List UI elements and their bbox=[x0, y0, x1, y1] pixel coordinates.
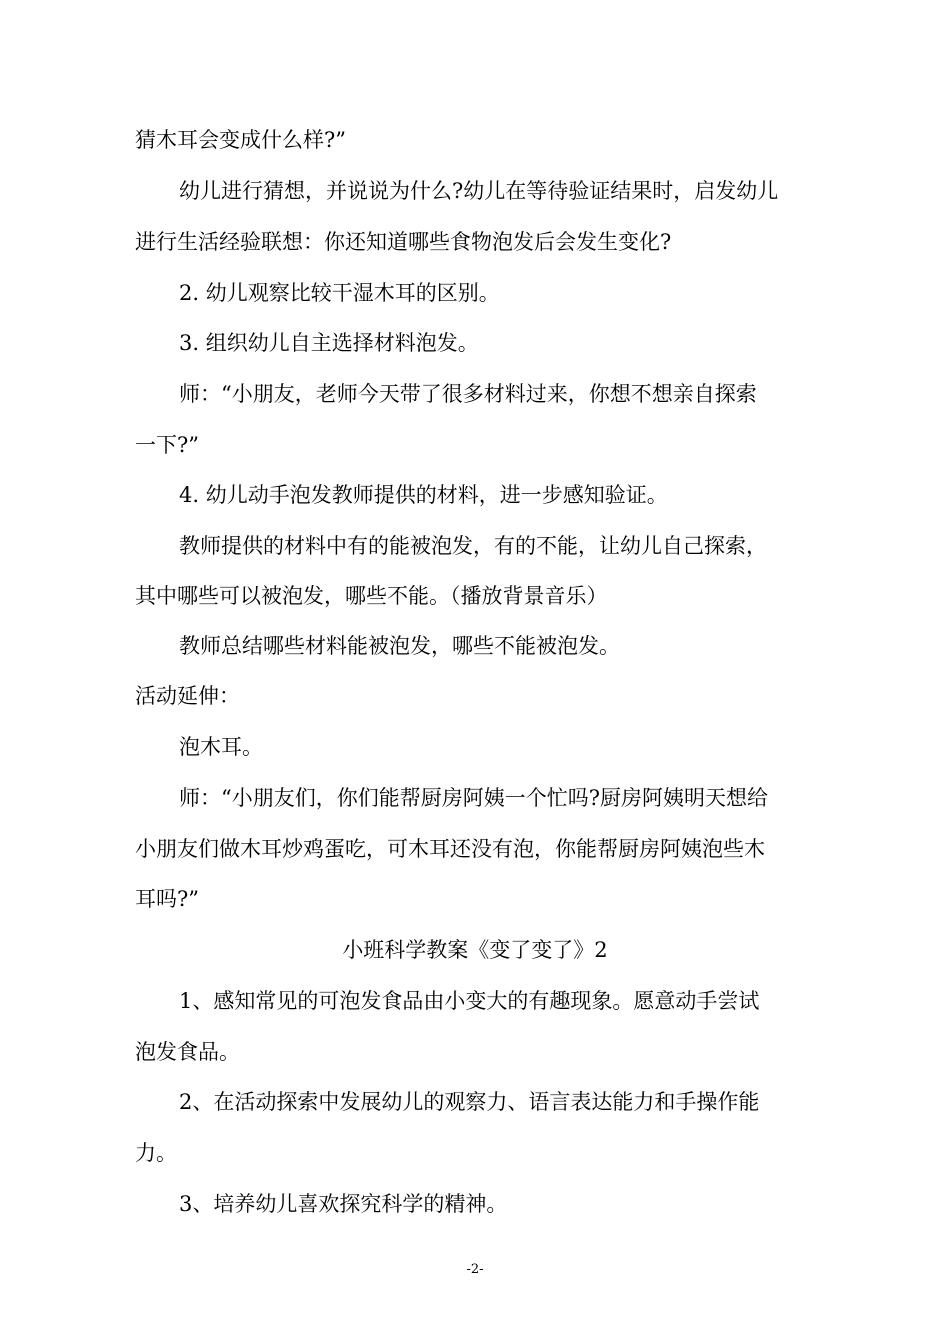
text-line: 4. 幼儿动手泡发教师提供的材料，进一步感知验证。 bbox=[179, 483, 668, 507]
text-line: 一下?” bbox=[135, 433, 199, 457]
text-line: 耳吗?” bbox=[135, 887, 199, 911]
text-line: 泡木耳。 bbox=[179, 735, 263, 759]
text-line: 教师提供的材料中有的能被泡发，有的不能，让幼儿自己探索， bbox=[179, 534, 767, 558]
text-line: 教师总结哪些材料能被泡发，哪些不能被泡发。 bbox=[179, 634, 620, 658]
text-line: 猜木耳会变成什么样?” bbox=[135, 128, 346, 152]
section-heading: 活动延伸： bbox=[135, 684, 240, 708]
text-line: 师：“小朋友们，你们能帮厨房阿姨一个忙吗?厨房阿姨明天想给 bbox=[179, 786, 768, 810]
text-line: 2、在活动探索中发展幼儿的观察力、语言表达能力和手操作能 bbox=[179, 1090, 760, 1114]
document-title: 小班科学教案《变了变了》2 bbox=[342, 938, 608, 962]
text-line: 进行生活经验联想：你还知道哪些食物泡发后会发生变化? bbox=[135, 230, 672, 254]
text-line: 小朋友们做木耳炒鸡蛋吃，可木耳还没有泡，你能帮厨房阿姨泡些木 bbox=[135, 837, 765, 861]
text-line: 泡发食品。 bbox=[135, 1040, 240, 1064]
text-line: 3. 组织幼儿自主选择材料泡发。 bbox=[179, 331, 479, 355]
page-number: -2- bbox=[466, 1262, 484, 1277]
text-line: 幼儿进行猜想，并说说为什么?幼儿在等待验证结果时，启发幼儿 bbox=[179, 179, 779, 203]
text-line: 其中哪些可以被泡发，哪些不能。（播放背景音乐） bbox=[135, 584, 608, 608]
text-line: 师：“小朋友，老师今天带了很多材料过来，你想不想亲自探索 bbox=[179, 382, 757, 406]
text-line: 3、培养幼儿喜欢探究科学的精神。 bbox=[179, 1192, 508, 1216]
text-line: 2. 幼儿观察比较干湿木耳的区别。 bbox=[179, 281, 500, 305]
text-line: 1、感知常见的可泡发食品由小变大的有趣现象。愿意动手尝试 bbox=[179, 989, 760, 1013]
text-line: 力。 bbox=[135, 1141, 177, 1165]
